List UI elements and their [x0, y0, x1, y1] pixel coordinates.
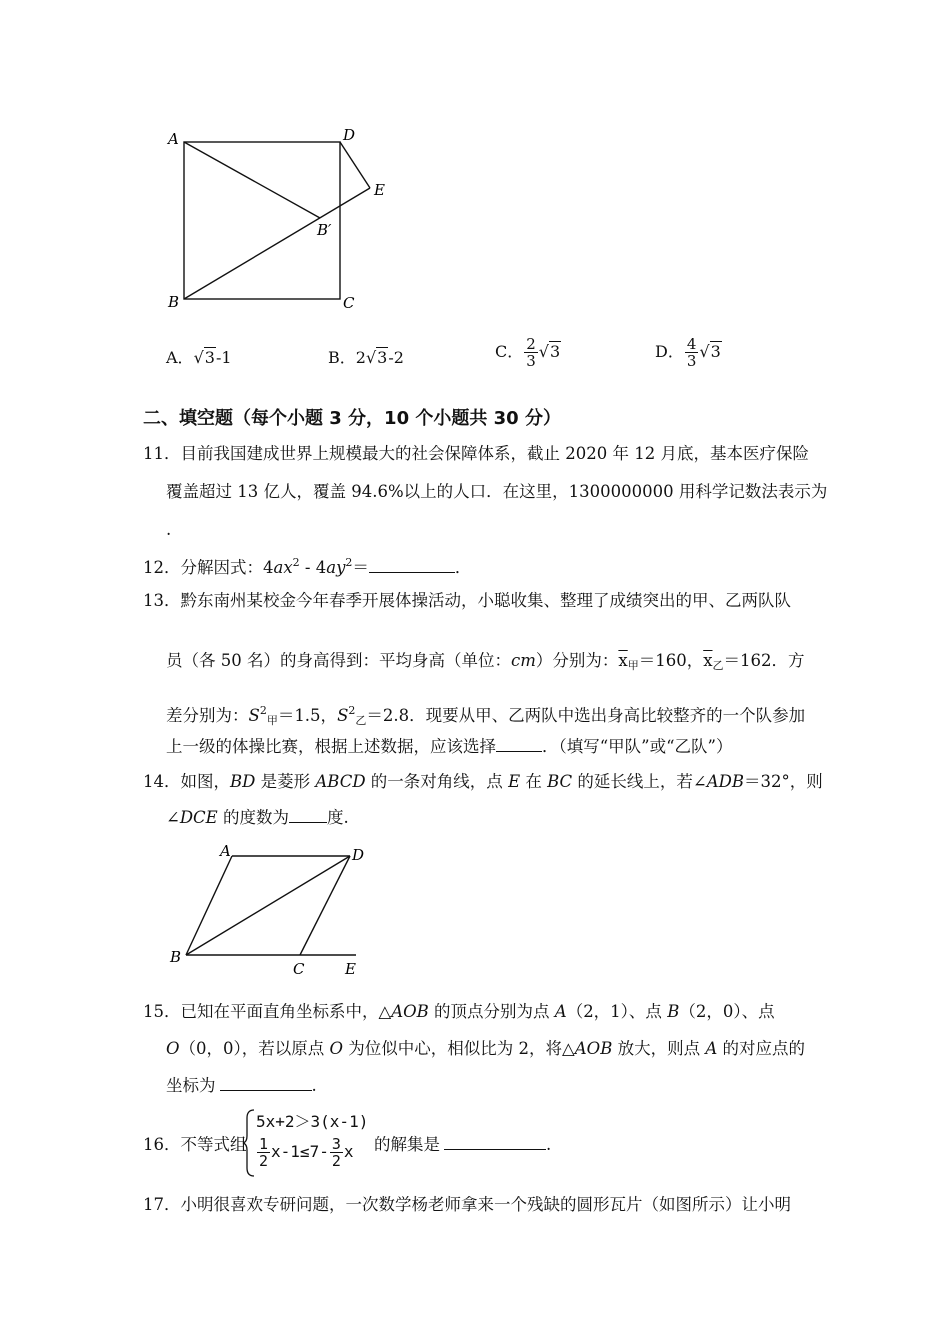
option-c: C． $\frac{2}{3}$ √3 [495, 335, 561, 370]
section-heading: 二、填空题（每个小题 3 分，10 个小题共 30 分） [143, 408, 561, 429]
label-B: B [170, 948, 182, 966]
label-D: D [352, 846, 365, 864]
q12-answer-blank[interactable] [369, 558, 455, 573]
q13-line3: 差分别为：$S^2_甲=1.5$，$S^2_乙=2.8$．现要从甲、乙两队中选出身高比较整齐的一个队参加 [166, 704, 806, 727]
q11-line3: . [166, 520, 172, 539]
option-a: A．√3-1 [166, 348, 232, 367]
q11-line2: 覆盖超过 13 亿人，覆盖 94.6%以上的人口．在这里，1300000000 用科学记数法表示为 [166, 482, 828, 501]
q17-line1: 17．小明很喜欢专研问题，一次数学杨老师拿来一个残缺的圆形瓦片（如图所示）让小明 [143, 1195, 791, 1214]
label-A: A [168, 130, 179, 148]
label-C: C [293, 960, 305, 978]
q14-answer-blank[interactable] [289, 808, 327, 823]
q16-row2: $\frac{1}{2}$ x-1≤7- $\frac{3}{2}$ x [259, 1135, 354, 1170]
figure-square-abcd [160, 120, 400, 320]
q15-line2: O（0，0），若以原点 O 为位似中心，相似比为 2，将△AOB 放大，则点 A 的对应点的 [166, 1039, 805, 1058]
q16-tail: 的解集是 . [374, 1135, 552, 1154]
q13-line2: 员（各 50 名）的身高得到：平均身高（单位：cm）分别为：$\overline{x}_甲=160$，$\overline{x}_乙=162$．方 [166, 651, 805, 672]
figure-rhombus-abcd [160, 838, 380, 980]
q12: 12．分解因式：$4ax^2 - 4ay^2=$ ． [143, 556, 472, 577]
q13-line1: 13．黔东南州某校金今年春季开展体操活动，小聪收集、整理了成绩突出的甲、乙两队队 [143, 591, 791, 610]
q16-label: 16．不等式组 [143, 1135, 247, 1154]
label-B: B [168, 293, 180, 311]
q15-line1: 15．已知在平面直角坐标系中，△AOB 的顶点分别为点 A（2，1）、点 B（2，0）、点 [143, 1002, 775, 1021]
q15-line3: 坐标为 . [166, 1076, 317, 1095]
label-A: A [220, 842, 231, 860]
q13-line4: 上一级的体操比赛，根据上述数据，应该选择 ．（填写“甲队”或“乙队”） [166, 737, 733, 756]
q16-answer-blank[interactable] [444, 1135, 546, 1150]
system-brace [242, 1108, 256, 1178]
label-D: D [343, 126, 356, 144]
option-d: D． $\frac{4}{3}$ √3 [655, 335, 721, 370]
label-E: E [374, 181, 385, 199]
label-B-prime: B′ [317, 221, 332, 239]
q14-line1: 14．如图，BD 是菱形 ABCD 的一条对角线，点 E 在 BC 的延长线上，若∠ADB＝32°，则 [143, 772, 823, 791]
label-E: E [345, 960, 356, 978]
q14-line2: ∠DCE 的度数为 度. [166, 808, 349, 827]
label-C: C [343, 294, 355, 312]
q13-answer-blank[interactable] [496, 737, 542, 752]
q11-line1: 11．目前我国建成世界上规模最大的社会保障体系，截止 2020 年 12 月底，基本医疗保险 [143, 444, 809, 463]
q15-answer-blank[interactable] [220, 1076, 312, 1091]
option-b: B．2√3-2 [328, 348, 404, 367]
q16-row1: 5x+2＞3(x-1) [256, 1112, 369, 1131]
